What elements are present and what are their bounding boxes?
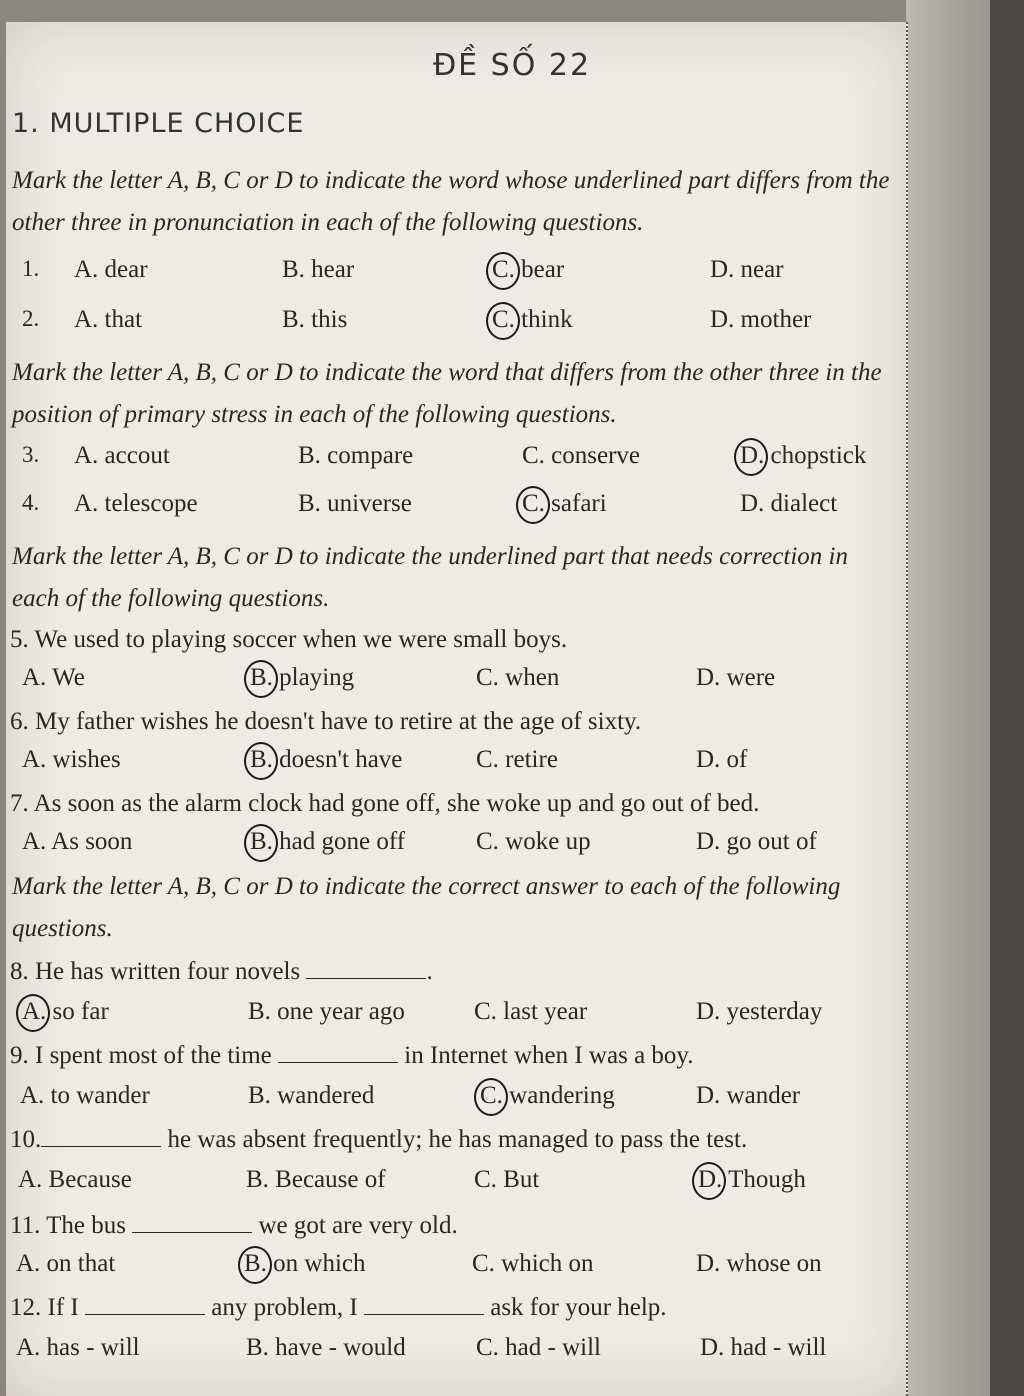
option-d[interactable]: D. had - will: [700, 1334, 827, 1361]
option-a[interactable]: A. Because: [18, 1166, 132, 1193]
option-a[interactable]: A. We: [22, 664, 85, 691]
question-11-stem: [10, 1212, 458, 1240]
answer-circle: [244, 742, 278, 780]
option-b-selected[interactable]: [250, 828, 405, 856]
question-8-stem: [10, 958, 433, 986]
answer-circle: [244, 824, 278, 862]
option-c[interactable]: C. when: [476, 664, 560, 691]
option-c[interactable]: C. But: [474, 1166, 540, 1193]
instruction-error: Mark the letter A, B, C or D to indicate the underlined part that needs correction in each of the following questions.: [12, 543, 848, 612]
option-b-selected[interactable]: [244, 1250, 366, 1278]
question-7-options: [0, 828, 900, 864]
stem-text: any problem, I: [211, 1294, 358, 1321]
option-a[interactable]: A. wishes: [22, 746, 121, 773]
answer-circle: [692, 1162, 726, 1200]
option-b-label: B. playing: [250, 664, 355, 691]
question-number: 2.: [22, 306, 40, 331]
option-d[interactable]: D. were: [696, 664, 776, 691]
answer-circle: [486, 252, 520, 290]
option-d[interactable]: D. whose on: [696, 1250, 822, 1277]
stem-text: in Internet when I was a boy.: [404, 1042, 694, 1069]
stem-text: he was absent frequently; he has managed to pass the test.: [167, 1126, 748, 1153]
question-5-stem: 5. We used to playing soccer when we were small boys.: [10, 626, 568, 653]
option-d-label: D. Though: [698, 1166, 806, 1193]
stem-text: we got are very old.: [258, 1212, 458, 1239]
option-a[interactable]: A. telescope: [74, 490, 198, 517]
option-b[interactable]: B. universe: [298, 490, 412, 517]
page-title: ĐỀ SỐ 22: [432, 48, 592, 83]
option-a[interactable]: A. accout: [74, 442, 170, 469]
option-d[interactable]: D. go out of: [696, 828, 817, 855]
option-a[interactable]: A. dear: [74, 256, 148, 283]
stem-text: 12. If I: [10, 1294, 79, 1321]
option-b-selected[interactable]: [250, 664, 354, 692]
stem-text: .: [426, 958, 433, 985]
option-d[interactable]: D. mother: [710, 306, 812, 333]
option-b-selected[interactable]: [250, 746, 402, 774]
question-4: [0, 490, 900, 526]
option-b[interactable]: B. one year ago: [248, 998, 405, 1025]
question-11-options: [0, 1250, 900, 1286]
option-a-label: A. so far: [22, 998, 109, 1025]
option-a[interactable]: A. As soon: [22, 828, 133, 855]
option-c-label: C. safari: [522, 490, 607, 517]
option-c[interactable]: C. conserve: [522, 442, 641, 469]
option-b-label: B. had gone off: [250, 828, 406, 855]
option-b[interactable]: B. have - would: [246, 1334, 406, 1361]
option-d[interactable]: D. dialect: [740, 490, 838, 517]
stem-text: 10.: [10, 1126, 42, 1153]
option-d-label: D. chopstick: [740, 442, 867, 469]
question-2: [0, 306, 900, 342]
answer-blank[interactable]: [306, 977, 426, 979]
question-number: 1.: [22, 256, 40, 281]
option-c-label: C. bear: [492, 256, 565, 283]
stem-text: 8. He has written four novels: [10, 958, 301, 985]
option-c-selected[interactable]: [480, 1082, 615, 1110]
option-c-selected[interactable]: [492, 256, 564, 284]
answer-circle: [244, 660, 278, 698]
answer-circle: [16, 994, 50, 1032]
stem-text: 9. I spent most of the time: [10, 1042, 272, 1069]
option-c-label: C. think: [492, 306, 573, 333]
answer-circle: [474, 1078, 508, 1116]
question-12-stem: [10, 1294, 667, 1322]
option-d[interactable]: D. wander: [696, 1082, 801, 1109]
question-7-stem: 7. As soon as the alarm clock had gone off, she woke up and go out of bed.: [10, 790, 760, 817]
option-a[interactable]: A. has - will: [16, 1334, 140, 1361]
option-c-label: C. wandering: [480, 1082, 615, 1109]
section-heading: 1. MULTIPLE CHOICE: [12, 108, 305, 139]
option-a[interactable]: A. to wander: [20, 1082, 150, 1109]
option-a-selected[interactable]: [22, 998, 109, 1026]
option-d[interactable]: D. yesterday: [696, 998, 823, 1025]
question-5-options: [0, 664, 900, 700]
question-number: 3.: [22, 442, 40, 467]
option-b[interactable]: B. Because of: [246, 1166, 386, 1193]
option-c-selected[interactable]: [492, 306, 573, 334]
question-1: [0, 256, 900, 292]
option-a[interactable]: A. on that: [16, 1250, 116, 1277]
answer-circle: [516, 486, 550, 524]
instruction-stress: Mark the letter A, B, C or D to indicate the word that differs from the other three in the position of primary stress in each of the following questions.: [12, 359, 882, 428]
answer-circle: [734, 438, 768, 476]
option-a[interactable]: A. that: [74, 306, 143, 333]
option-b[interactable]: B. this: [282, 306, 348, 333]
answer-blank[interactable]: [278, 1061, 398, 1063]
answer-circle: [238, 1246, 272, 1284]
option-b-label: B. on which: [244, 1250, 366, 1277]
question-10-options: [0, 1166, 900, 1202]
instruction-pronunciation: Mark the letter A, B, C or D to indicate the word whose underlined part differs from the other three in pronunciation in each of the following questions.: [12, 167, 890, 236]
question-10-stem: [10, 1126, 747, 1154]
option-d-selected[interactable]: [698, 1166, 806, 1194]
question-6-stem: 6. My father wishes he doesn't have to retire at the age of sixty.: [10, 708, 642, 735]
answer-blank[interactable]: [41, 1145, 161, 1147]
answer-blank[interactable]: [364, 1313, 484, 1315]
question-3: [0, 442, 900, 478]
option-c[interactable]: C. had - will: [476, 1334, 601, 1361]
instruction-answer: Mark the letter A, B, C or D to indicate the correct answer to each of the following questions.: [12, 873, 841, 942]
question-9-options: [0, 1082, 900, 1118]
question-9-stem: [10, 1042, 694, 1070]
option-b[interactable]: B. compare: [298, 442, 414, 469]
option-b[interactable]: B. wandered: [248, 1082, 375, 1109]
question-number: 4.: [22, 490, 40, 515]
question-12-options: [0, 1334, 900, 1370]
option-c-selected[interactable]: [522, 490, 607, 518]
option-d[interactable]: D. near: [710, 256, 784, 283]
option-b[interactable]: B. hear: [282, 256, 355, 283]
option-d-selected[interactable]: [740, 442, 866, 470]
option-c[interactable]: C. which on: [472, 1250, 594, 1277]
question-6-options: [0, 746, 900, 782]
book-binding: [990, 0, 1024, 1396]
option-b-label: B. doesn't have: [250, 746, 403, 773]
option-c[interactable]: C. last year: [474, 998, 588, 1025]
answer-blank[interactable]: [132, 1231, 252, 1233]
option-d[interactable]: D. of: [696, 746, 748, 773]
stem-text: 11. The bus: [10, 1212, 126, 1239]
answer-circle: [486, 302, 520, 340]
answer-blank[interactable]: [85, 1313, 205, 1315]
question-8-options: [0, 998, 900, 1034]
option-c[interactable]: C. retire: [476, 746, 558, 773]
option-c[interactable]: C. woke up: [476, 828, 591, 855]
stem-text: ask for your help.: [490, 1294, 667, 1321]
